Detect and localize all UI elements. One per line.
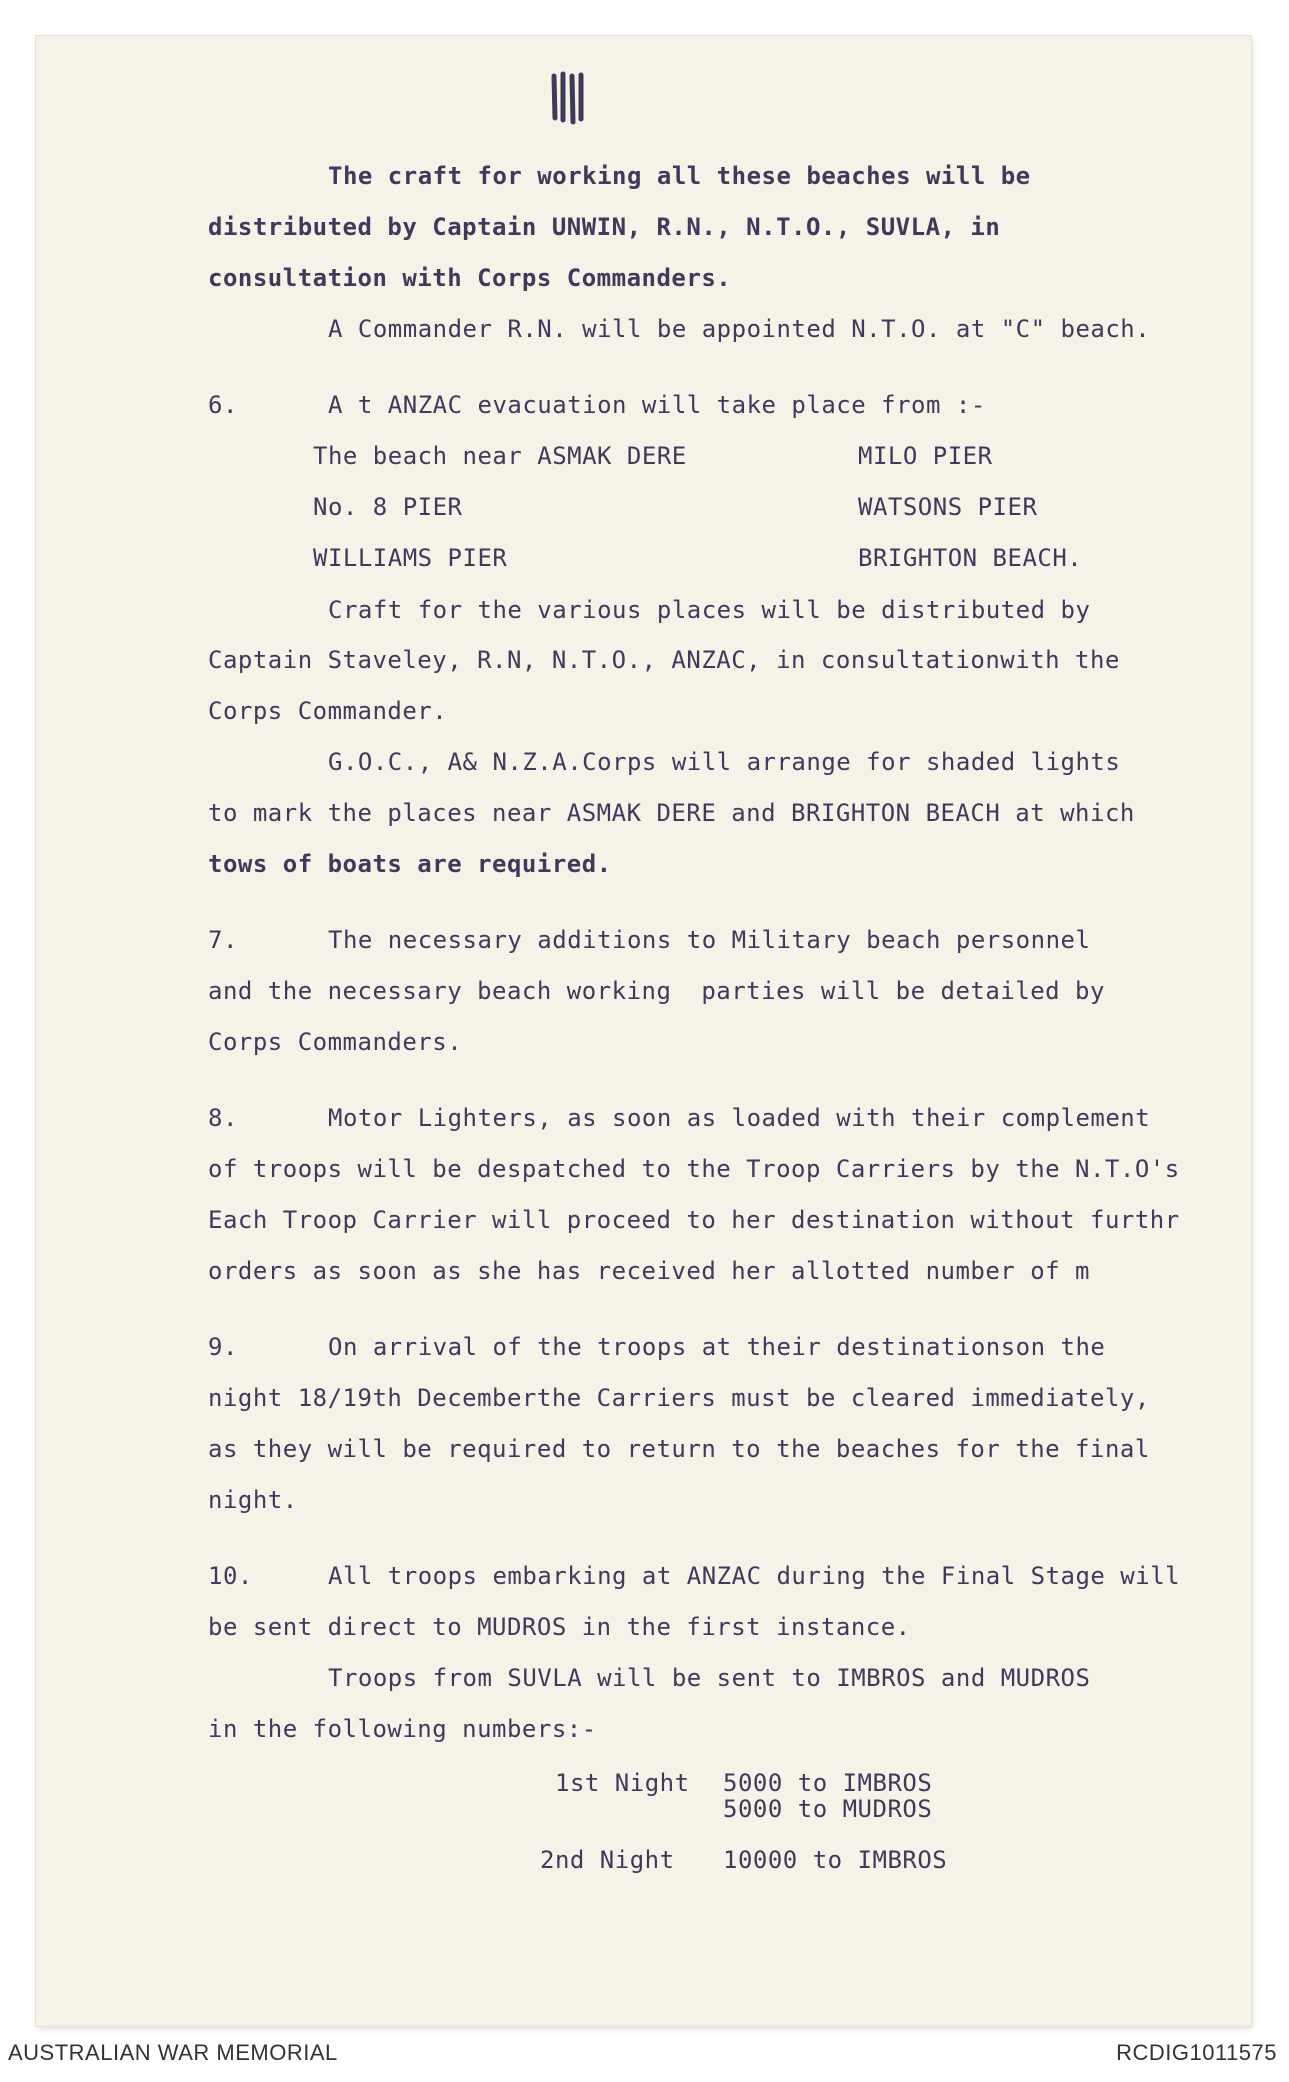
para6-craft-line2: Captain Staveley, R.N, N.T.O., ANZAC, in consultationwith the [208, 646, 1120, 674]
para10-line2: be sent direct to MUDROS in the first instance. [208, 1613, 911, 1641]
para9-line2: night 18/19th Decemberthe Carriers must be cleared immediately, [208, 1384, 1150, 1412]
para6-craft-line1: Craft for the various places will be distributed by [328, 596, 1091, 624]
para6-number: 6. [208, 391, 238, 419]
para10-line3: Troops from SUVLA will be sent to IMBROS and MUDROS [328, 1664, 1091, 1692]
para7-line1: The necessary additions to Military beach personnel [328, 926, 1091, 954]
para5-line3: consultation with Corps Commanders. [208, 264, 732, 292]
para9-line4: night. [208, 1486, 298, 1514]
para10-number: 10. [208, 1562, 253, 1590]
para8-line4: orders as soon as she has received her allotted number of m [208, 1257, 1091, 1285]
night2-imbros: 10000 to IMBROS [723, 1846, 948, 1874]
para5-line4: A Commander R.N. will be appointed N.T.O. at "C" beach. [328, 315, 1151, 343]
para9-line3: as they will be required to return to the beaches for the final [208, 1435, 1150, 1463]
para7-line3: Corps Commanders. [208, 1028, 463, 1056]
location-left-3: WILLIAMS PIER [313, 544, 508, 572]
location-left-2: No. 8 PIER [313, 493, 463, 521]
night1-mudros: 5000 to MUDROS [723, 1795, 933, 1823]
para10-line4: in the following numbers:- [208, 1715, 597, 1743]
footer-source: AUSTRALIAN WAR MEMORIAL [8, 2040, 338, 2065]
para9-number: 9. [208, 1333, 238, 1361]
para6-goc-line2: to mark the places near ASMAK DERE and BRIGHTON BEACH at which [208, 799, 1135, 827]
para10-line1: All troops embarking at ANZAC during the Final Stage will [328, 1562, 1181, 1590]
location-right-1: MILO PIER [858, 442, 993, 470]
location-right-3: BRIGHTON BEACH. [858, 544, 1083, 572]
para7-line2: and the necessary beach working parties will be detailed by [208, 977, 1105, 1005]
para8-number: 8. [208, 1104, 238, 1132]
para6-goc-line3: tows of boats are required. [208, 850, 612, 878]
location-right-2: WATSONS PIER [858, 493, 1038, 521]
para5-line1: The craft for working all these beaches will be [328, 162, 1031, 190]
para8-line2: of troops will be despatched to the Troop Carriers by the N.T.O's [208, 1155, 1180, 1183]
night1-label: 1st Night [555, 1769, 690, 1797]
para9-line1: On arrival of the troops at their destinationson the [328, 1333, 1106, 1361]
para8-line1: Motor Lighters, as soon as loaded with their complement [328, 1104, 1151, 1132]
night2-label: 2nd Night [540, 1846, 675, 1874]
page-marker-strokes [548, 70, 588, 126]
page-marker [548, 70, 588, 126]
para6-intro: A t ANZAC evacuation will take place from :- [328, 391, 986, 419]
para8-line3: Each Troop Carrier will proceed to her destination without furthr [208, 1206, 1180, 1234]
location-left-1: The beach near ASMAK DERE [313, 442, 687, 470]
para7-number: 7. [208, 926, 238, 954]
para6-craft-line3: Corps Commander. [208, 697, 448, 725]
night1-imbros: 5000 to IMBROS [723, 1769, 933, 1797]
para6-goc-line1: G.O.C., A& N.Z.A.Corps will arrange for shaded lights [328, 748, 1121, 776]
footer-id: RCDIG1011575 [1116, 2040, 1277, 2065]
para5-line2: distributed by Captain UNWIN, R.N., N.T.O., SUVLA, in [208, 213, 1001, 241]
